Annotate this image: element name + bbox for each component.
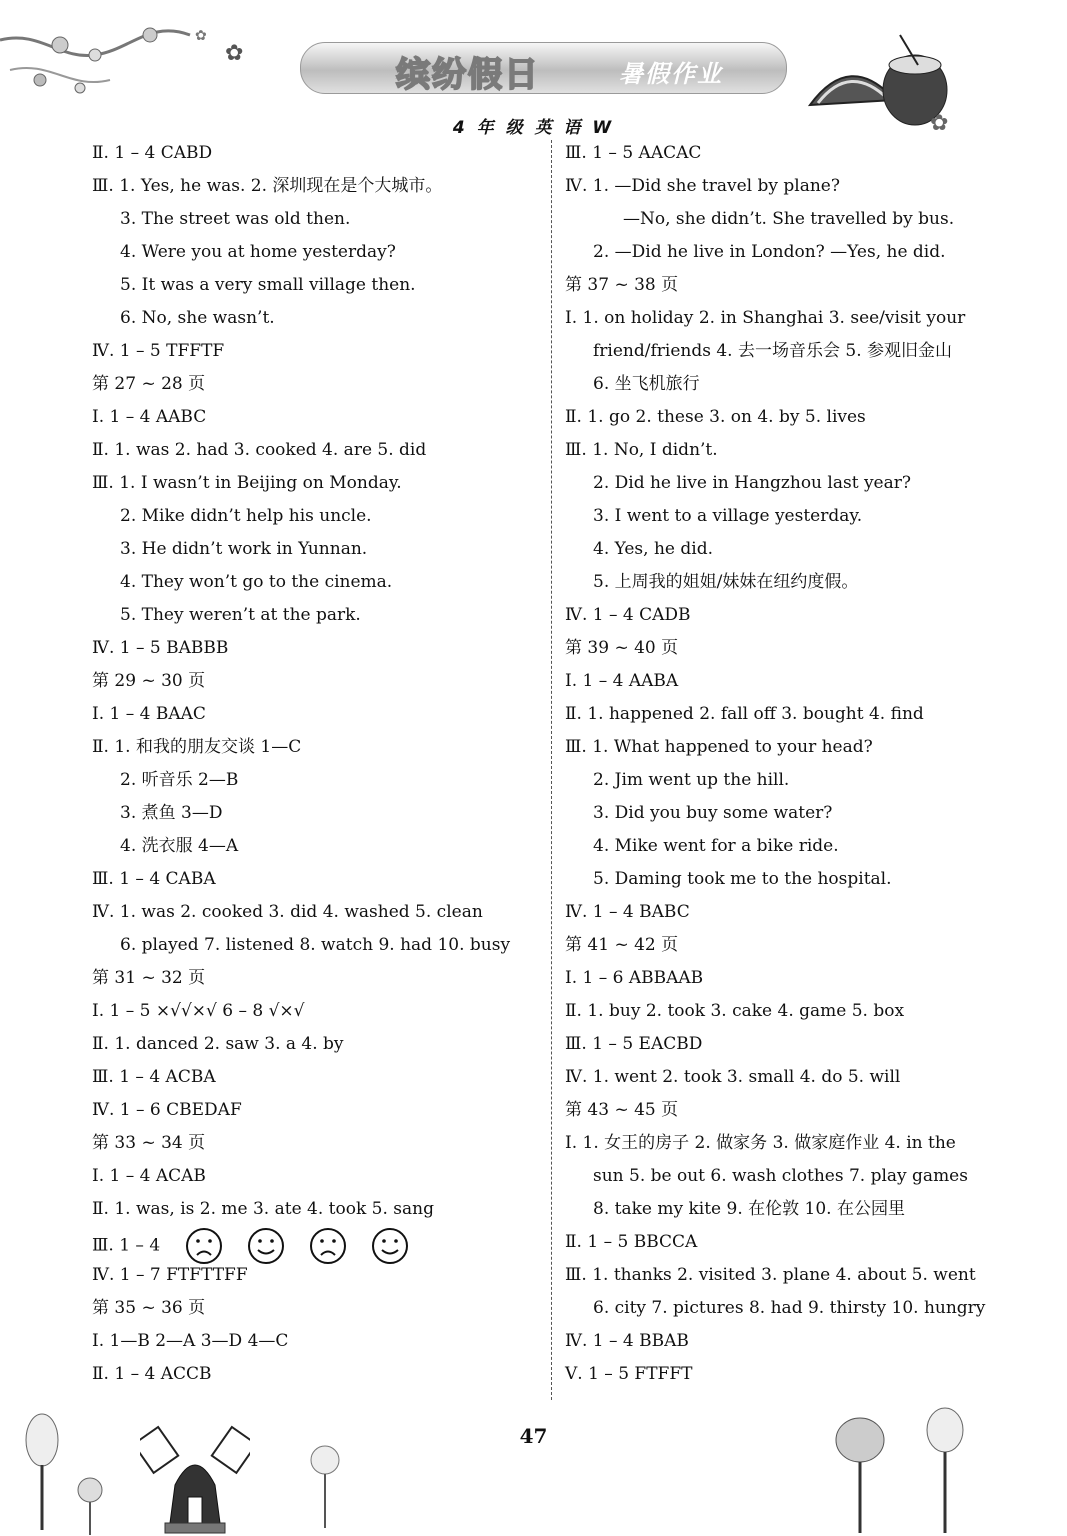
sad-face-icon — [308, 1226, 348, 1266]
answer-line: friend/friends 4. 去一场音乐会 5. 参观旧金山 — [593, 341, 952, 361]
answer-line: Ⅲ. 1. What happened to your head? — [565, 737, 873, 757]
faces-answer-label: Ⅲ. 1 – 4 — [92, 1235, 161, 1256]
grade-subject-label: 4 年 级 英 语 W — [452, 118, 615, 138]
answer-line: Ⅰ. 1 – 4 BAAC — [92, 704, 206, 724]
answer-line: 4. Mike went for a bike ride. — [593, 836, 839, 856]
answer-line: Ⅲ. 1 – 4 CABA — [92, 869, 216, 889]
answer-line: Ⅲ. 1 – 5 AACAC — [565, 143, 702, 163]
answer-line: 第 33 ~ 34 页 — [92, 1133, 206, 1153]
answer-line: 第 35 ~ 36 页 — [92, 1298, 206, 1318]
answer-column-right — [565, 137, 1035, 1391]
answer-line: Ⅱ. 1. danced 2. saw 3. a 4. by — [92, 1034, 344, 1054]
answer-line: Ⅳ. 1 – 4 BABC — [565, 902, 690, 922]
answer-line: 第 43 ~ 45 页 — [565, 1100, 679, 1120]
answer-line: 2. Did he live in Hangzhou last year? — [593, 473, 911, 493]
flower-branch-icon — [0, 0, 260, 110]
answer-line: Ⅱ. 1 – 4 ACCB — [92, 1364, 212, 1384]
answer-line: Ⅰ. 1 – 4 AABA — [565, 671, 679, 691]
answer-line: 2. 听音乐 2—B — [120, 770, 239, 790]
answer-line: 第 37 ~ 38 页 — [565, 275, 679, 295]
answer-line: 3. He didn’t work in Yunnan. — [120, 539, 368, 559]
answer-line: Ⅳ. 1 – 4 BBAB — [565, 1331, 689, 1351]
answer-line: Ⅱ. 1. go 2. these 3. on 4. by 5. lives — [565, 407, 866, 427]
answer-line: Ⅳ. 1 – 6 CBEDAF — [92, 1100, 242, 1120]
answer-line: 2. Mike didn’t help his uncle. — [120, 506, 372, 526]
answer-line: Ⅰ. 1. 女王的房子 2. 做家务 3. 做家庭作业 4. in the — [565, 1133, 956, 1153]
answer-line: 6. city 7. pictures 8. had 9. thirsty 10. hungry — [593, 1298, 986, 1318]
answer-line: Ⅲ. 1. thanks 2. visited 3. plane 4. about 5. went — [565, 1265, 976, 1285]
svg-text:✿: ✿ — [225, 41, 244, 66]
left-answer-list-tail — [92, 1259, 537, 1391]
answer-line: 4. Were you at home yesterday? — [120, 242, 396, 262]
answer-line: Ⅰ. 1 – 6 ABBAAB — [565, 968, 704, 988]
answer-line: 第 29 ~ 30 页 — [92, 671, 206, 691]
answer-line: Ⅱ. 1. 和我的朋友交谈 1—C — [92, 737, 302, 757]
answer-line: Ⅱ. 1. was, is 2. me 3. ate 4. took 5. sang — [92, 1199, 434, 1219]
answer-line: —No, she didn’t. She travelled by bus. — [623, 209, 955, 229]
answer-line: Ⅱ. 1 – 5 BBCCA — [565, 1232, 698, 1252]
answer-line: 3. I went to a village yesterday. — [593, 506, 863, 526]
answer-line: 8. take my kite 9. 在伦敦 10. 在公园里 — [593, 1199, 905, 1219]
answer-line: Ⅰ. 1. on holiday 2. in Shanghai 3. see/visit your — [565, 308, 966, 328]
page-header — [0, 0, 1067, 140]
answer-line: 6. played 7. listened 8. watch 9. had 10. busy — [120, 935, 511, 955]
happy-face-icon — [370, 1226, 410, 1266]
answer-line: Ⅰ. 1—B 2—A 3—D 4—C — [92, 1331, 289, 1351]
answer-line: 4. They won’t go to the cinema. — [120, 572, 393, 592]
answer-line: 4. 洗衣服 4—A — [120, 836, 239, 856]
answer-line: 5. 上周我的姐姐/妹妹在纽约度假。 — [593, 572, 859, 592]
answer-line: Ⅳ. 1 – 5 BABBB — [92, 638, 229, 658]
answer-line: Ⅳ. 1 – 4 CADB — [565, 605, 691, 625]
column-divider — [551, 140, 552, 1400]
answer-line: Ⅰ. 1 – 4 AABC — [92, 407, 207, 427]
answer-line: Ⅳ. 1. went 2. took 3. small 4. do 5. will — [565, 1067, 901, 1087]
answer-line: Ⅳ. 1 – 5 TFFTF — [92, 341, 225, 361]
answer-line: 第 27 ~ 28 页 — [92, 374, 206, 394]
right-answer-list — [565, 137, 1035, 1391]
answer-line: 5. They weren’t at the park. — [120, 605, 361, 625]
windmill-icon — [140, 1405, 250, 1535]
answer-line: 5. It was a very small village then. — [120, 275, 416, 295]
answer-line: Ⅳ. 1. was 2. cooked 3. did 4. washed 5. clean — [92, 902, 483, 922]
answer-line: Ⅴ. 1 – 5 FTFFT — [565, 1364, 693, 1384]
left-answer-list — [92, 137, 537, 1226]
banner-subtitle: 暑假作业 — [619, 60, 723, 88]
answer-line: Ⅱ. 1. was 2. had 3. cooked 4. are 5. did — [92, 440, 427, 460]
answer-line: Ⅰ. 1 – 4 ACAB — [92, 1166, 206, 1186]
answer-line: 2. Jim went up the hill. — [593, 770, 790, 790]
answer-line: 2. —Did he live in London? —Yes, he did. — [593, 242, 946, 262]
answer-line: 6. No, she wasn’t. — [120, 308, 275, 328]
answer-line: Ⅱ. 1 – 4 CABD — [92, 143, 213, 163]
answer-line: Ⅰ. 1 – 5 ×√√×√ 6 – 8 √×√ — [92, 1001, 305, 1021]
happy-face-icon — [246, 1226, 286, 1266]
banner-title: 缤纷假日 — [396, 55, 540, 95]
svg-text:✿: ✿ — [195, 28, 207, 44]
answer-line: sun 5. be out 6. wash clothes 7. play games — [593, 1166, 968, 1186]
svg-text:✿: ✿ — [930, 111, 949, 135]
flower-mid-icon — [300, 1440, 350, 1530]
flower-right-icon — [830, 1405, 970, 1535]
answer-line: Ⅲ. 1. No, I didn’t. — [565, 440, 718, 460]
page-number: 47 — [519, 1424, 548, 1448]
title-banner — [300, 42, 787, 94]
page-footer-decoration — [0, 1400, 1067, 1536]
answer-line: Ⅲ. 1 – 5 EACBD — [565, 1034, 703, 1054]
answer-line: Ⅳ. 1. —Did she travel by plane? — [565, 176, 840, 196]
faces-answer-line — [92, 1226, 537, 1259]
answer-line: 4. Yes, he did. — [593, 539, 713, 559]
answer-line: 6. 坐飞机旅行 — [593, 374, 700, 394]
answer-line: Ⅲ. 1 – 4 ACBA — [92, 1067, 216, 1087]
answer-line: Ⅱ. 1. happened 2. fall off 3. bought 4. find — [565, 704, 924, 724]
answer-line: 3. The street was old then. — [120, 209, 351, 229]
answer-line: Ⅱ. 1. buy 2. took 3. cake 4. game 5. box — [565, 1001, 905, 1021]
answer-line: 3. 煮鱼 3—D — [120, 803, 223, 823]
flower-left-icon — [20, 1410, 110, 1535]
answer-line: Ⅲ. 1. Yes, he was. 2. 深圳现在是个大城市。 — [92, 176, 443, 196]
answer-line: 5. Daming took me to the hospital. — [593, 869, 892, 889]
answer-line: 3. Did you buy some water? — [593, 803, 833, 823]
answer-line: 第 31 ~ 32 页 — [92, 968, 206, 988]
answer-column-left — [92, 137, 537, 1391]
answer-line: 第 41 ~ 42 页 — [565, 935, 679, 955]
answer-line: Ⅳ. 1 – 7 FTFTTFF — [92, 1265, 248, 1285]
answer-line: 第 39 ~ 40 页 — [565, 638, 679, 658]
answer-line: Ⅲ. 1. I wasn’t in Beijing on Monday. — [92, 473, 402, 493]
